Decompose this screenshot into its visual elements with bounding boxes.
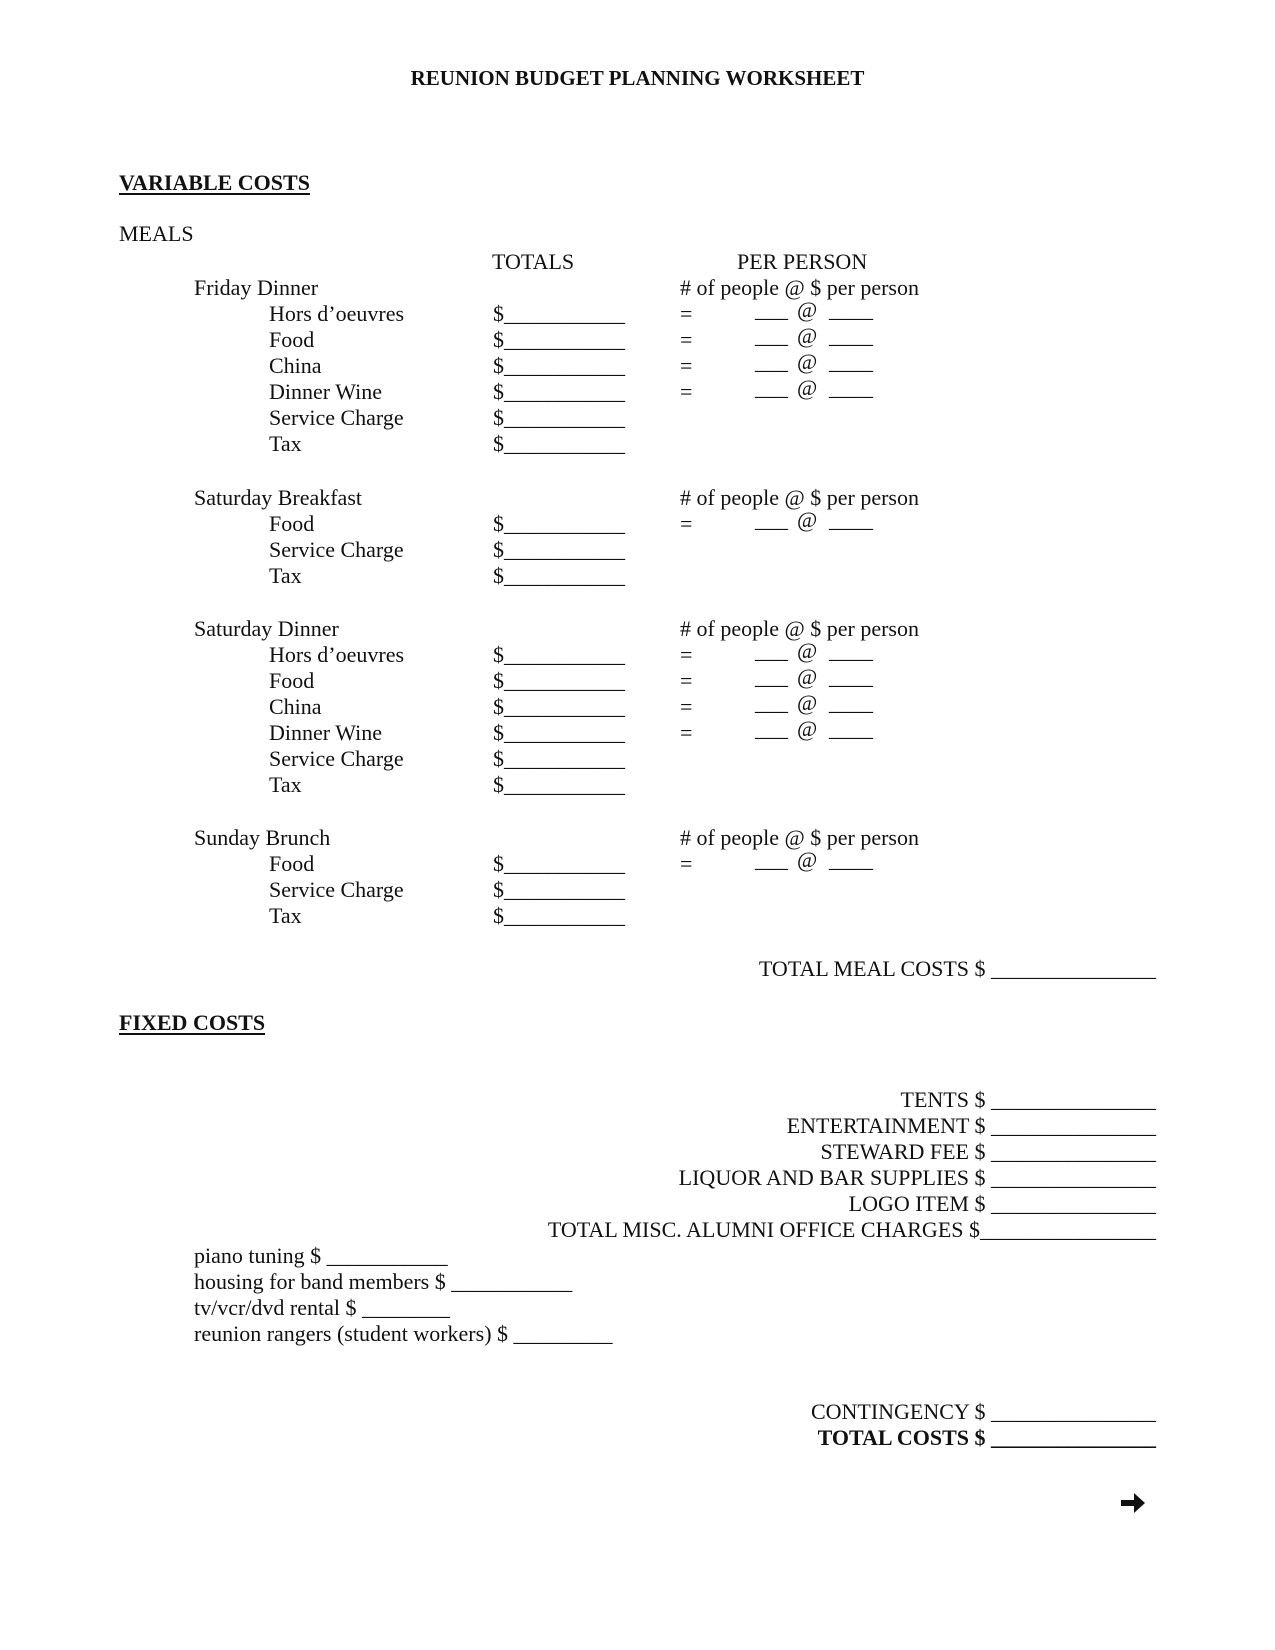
equals-sign: =: [680, 851, 693, 876]
per-person-price-field[interactable]: ____: [829, 323, 873, 348]
total-amount-field[interactable]: $___________: [493, 301, 625, 326]
per-person-price-field[interactable]: ____: [829, 349, 873, 374]
people-count-field[interactable]: ___: [755, 507, 788, 532]
meal-item: Hors d’oeuvres: [269, 642, 405, 667]
per-person-price-field[interactable]: ____: [829, 638, 873, 663]
at-sign: @: [797, 349, 818, 374]
at-sign: @: [797, 297, 818, 322]
piano-tuning-field[interactable]: piano tuning $ ___________: [194, 1243, 448, 1268]
total-amount-field[interactable]: $___________: [493, 327, 625, 352]
at-sign: @: [797, 847, 818, 872]
total-amount-field[interactable]: $___________: [493, 877, 625, 902]
total-amount-field[interactable]: $___________: [493, 746, 625, 771]
per-person-hint: # of people @ $ per person: [680, 275, 919, 300]
equals-sign: =: [680, 694, 693, 719]
meal-item: Tax: [269, 431, 302, 456]
total-amount-field[interactable]: $___________: [493, 353, 625, 378]
reunion-rangers-field[interactable]: reunion rangers (student workers) $ _________: [194, 1321, 613, 1346]
total-amount-field[interactable]: $___________: [493, 772, 625, 797]
meal-item: Dinner Wine: [269, 379, 382, 404]
per-person-hint: # of people @ $ per person: [680, 485, 919, 510]
contingency-field[interactable]: CONTINGENCY $ _______________: [810, 1399, 1156, 1424]
at-sign: @: [797, 375, 818, 400]
group-name-saturday-breakfast: Saturday Breakfast: [194, 485, 362, 510]
total-amount-field[interactable]: $___________: [493, 563, 625, 588]
meal-item: Food: [269, 851, 315, 876]
per-person-price-field[interactable]: ____: [829, 297, 873, 322]
fixed-costs-heading: FIXED COSTS: [119, 1010, 266, 1035]
at-sign: @: [797, 507, 818, 532]
total-amount-field[interactable]: $___________: [493, 431, 625, 456]
meal-item: Tax: [269, 563, 302, 588]
total-amount-field[interactable]: $___________: [493, 537, 625, 562]
per-person-column-header: PER PERSON: [737, 249, 868, 274]
at-sign: @: [797, 716, 818, 741]
total-amount-field[interactable]: $___________: [493, 379, 625, 404]
people-count-field[interactable]: ___: [755, 690, 788, 715]
meal-item: Tax: [269, 903, 302, 928]
total-meal-costs-field[interactable]: TOTAL MEAL COSTS $ _______________: [758, 956, 1156, 981]
meal-item: Food: [269, 668, 315, 693]
liquor-bar-supplies-field[interactable]: LIQUOR AND BAR SUPPLIES $ _______________: [678, 1165, 1156, 1190]
equals-sign: =: [680, 642, 693, 667]
at-sign: @: [797, 323, 818, 348]
per-person-price-field[interactable]: ____: [829, 507, 873, 532]
people-count-field[interactable]: ___: [755, 664, 788, 689]
total-amount-field[interactable]: $___________: [493, 668, 625, 693]
at-sign: @: [797, 690, 818, 715]
total-amount-field[interactable]: $___________: [493, 694, 625, 719]
per-person-hint: # of people @ $ per person: [680, 616, 919, 641]
people-count-field[interactable]: ___: [755, 638, 788, 663]
equals-sign: =: [680, 353, 693, 378]
meal-item: Service Charge: [269, 537, 404, 562]
group-name-friday-dinner: Friday Dinner: [194, 275, 319, 300]
total-amount-field[interactable]: $___________: [493, 851, 625, 876]
people-count-field[interactable]: ___: [755, 349, 788, 374]
per-person-price-field[interactable]: ____: [829, 847, 873, 872]
equals-sign: =: [680, 379, 693, 404]
at-sign: @: [797, 638, 818, 663]
people-count-field[interactable]: ___: [755, 297, 788, 322]
meal-item: Dinner Wine: [269, 720, 382, 745]
meal-item: Service Charge: [269, 405, 404, 430]
total-amount-field[interactable]: $___________: [493, 642, 625, 667]
entertainment-field[interactable]: ENTERTAINMENT $ _______________: [786, 1113, 1156, 1138]
people-count-field[interactable]: ___: [755, 847, 788, 872]
per-person-price-field[interactable]: ____: [829, 664, 873, 689]
meal-item: China: [269, 694, 322, 719]
equals-sign: =: [680, 327, 693, 352]
equals-sign: =: [680, 511, 693, 536]
people-count-field[interactable]: ___: [755, 716, 788, 741]
group-name-saturday-dinner: Saturday Dinner: [194, 616, 339, 641]
per-person-price-field[interactable]: ____: [829, 690, 873, 715]
group-name-sunday-brunch: Sunday Brunch: [194, 825, 331, 850]
steward-fee-field[interactable]: STEWARD FEE $ _______________: [820, 1139, 1156, 1164]
total-costs-field[interactable]: TOTAL COSTS $ _______________: [817, 1425, 1156, 1450]
total-amount-field[interactable]: $___________: [493, 720, 625, 745]
meals-label: MEALS: [119, 221, 194, 246]
per-person-hint: # of people @ $ per person: [680, 825, 919, 850]
totals-column-header: TOTALS: [492, 249, 575, 274]
at-sign: @: [797, 664, 818, 689]
people-count-field[interactable]: ___: [755, 375, 788, 400]
misc-alumni-office-charges-field[interactable]: TOTAL MISC. ALUMNI OFFICE CHARGES $________________: [547, 1217, 1156, 1242]
meal-item: Hors d’oeuvres: [269, 301, 405, 326]
total-amount-field[interactable]: $___________: [493, 903, 625, 928]
arrow-right-icon[interactable]: [1118, 1488, 1148, 1518]
variable-costs-heading: VARIABLE COSTS: [119, 170, 310, 195]
equals-sign: =: [680, 668, 693, 693]
logo-item-field[interactable]: LOGO ITEM $ _______________: [848, 1191, 1156, 1216]
per-person-price-field[interactable]: ____: [829, 375, 873, 400]
people-count-field[interactable]: ___: [755, 323, 788, 348]
meal-item: Service Charge: [269, 746, 404, 771]
total-amount-field[interactable]: $___________: [493, 511, 625, 536]
meal-item: Food: [269, 327, 315, 352]
tv-vcr-dvd-rental-field[interactable]: tv/vcr/dvd rental $ ________: [194, 1295, 451, 1320]
meal-item: Food: [269, 511, 315, 536]
tents-field[interactable]: TENTS $ _______________: [900, 1087, 1156, 1112]
worksheet-title: REUNION BUDGET PLANNING WORKSHEET: [410, 66, 865, 90]
per-person-price-field[interactable]: ____: [829, 716, 873, 741]
meal-item: Service Charge: [269, 877, 404, 902]
equals-sign: =: [680, 301, 693, 326]
meal-item: Tax: [269, 772, 302, 797]
meal-item: China: [269, 353, 322, 378]
total-amount-field[interactable]: $___________: [493, 405, 625, 430]
equals-sign: =: [680, 720, 693, 745]
band-housing-field[interactable]: housing for band members $ ___________: [194, 1269, 573, 1294]
